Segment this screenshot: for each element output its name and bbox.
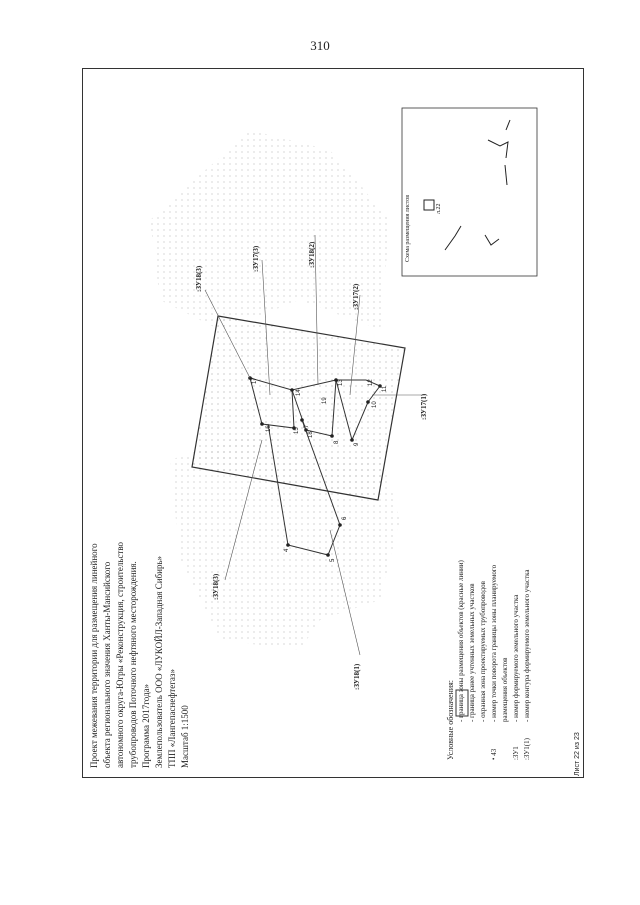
legend-item: - граница ранее учтенных земельных участков — [468, 583, 476, 722]
label-zu17-1: :ЗУ17(1) — [420, 393, 428, 420]
title-line: Землепользователь ООО «ЛУКОЙЛ-Западная Сибирь» — [154, 555, 164, 768]
title-line: трубопроводов Поточного нефтяного месторождения. — [128, 561, 138, 768]
point-number: 10 — [372, 401, 378, 408]
title-line: Масштаб 1:1500 — [180, 705, 190, 768]
legend-heading: Условные обозначения: — [446, 679, 455, 760]
legend-item: :ЗУ1(1) - номер контура формируемого земельного участка — [523, 569, 531, 760]
point-number: 5 — [330, 558, 336, 562]
point-number: 4 — [284, 548, 290, 552]
sheet-number: Лист 22 из 23 — [574, 732, 581, 776]
point-number: 16 — [266, 425, 272, 432]
title-block — [88, 68, 192, 768]
title-line: автономного округа-Югры «Реконструкция, строительство — [115, 541, 125, 768]
point-number: 11 — [382, 385, 388, 392]
point-number: 9 — [354, 442, 360, 446]
point-number: 13 — [338, 379, 344, 386]
point-number: 19 — [322, 397, 328, 404]
label-zu17-3: :ЗУ17(3) — [252, 245, 260, 272]
inset-sheet-label: л.22 — [436, 203, 442, 214]
title-line: Проект межевания территории для размещения линейного — [89, 543, 99, 768]
page-number: 310 — [310, 38, 330, 53]
label-zu18-1: :ЗУ18(1) — [353, 663, 361, 690]
inset-title: Схема размещения листов — [405, 194, 411, 262]
legend-item: :ЗУ1 - номер формируемого земельного участка — [512, 594, 520, 760]
label-zu18-2: :ЗУ18(2) — [308, 241, 316, 268]
point-number: 14 — [296, 389, 302, 396]
point-number: 7 — [304, 424, 310, 428]
legend — [445, 560, 533, 760]
title-line: Программа 2017года» — [141, 683, 151, 768]
label-zu17-2: :ЗУ17(2) — [352, 283, 360, 310]
legend-item: размещения объектов — [501, 657, 509, 722]
legend-item: - охранная зона проектируемых трубопроводов — [479, 581, 487, 722]
point-number: 8 — [334, 440, 340, 444]
point-number: 6 — [342, 516, 348, 520]
label-zu18-3-left: :ЗУ18(3) — [212, 573, 220, 600]
legend-item: - граница зоны размещения объектов (красные линии) — [457, 560, 465, 722]
inset-frame — [402, 108, 537, 276]
legend-item: • 43 - номер точки поворота границы зоны планируемого — [490, 564, 498, 760]
point-number: 15 — [294, 427, 300, 434]
point-number: 12 — [368, 379, 374, 386]
label-zu18-3-top: :ЗУ18(3) — [195, 265, 203, 292]
point-number: 18 — [308, 431, 314, 438]
title-line: объекта регионального значения Ханты-Мансийского — [102, 561, 112, 768]
title-line: ТПП «Лангепаснефтегаз» — [167, 669, 177, 768]
point-number: 17 — [252, 377, 258, 384]
